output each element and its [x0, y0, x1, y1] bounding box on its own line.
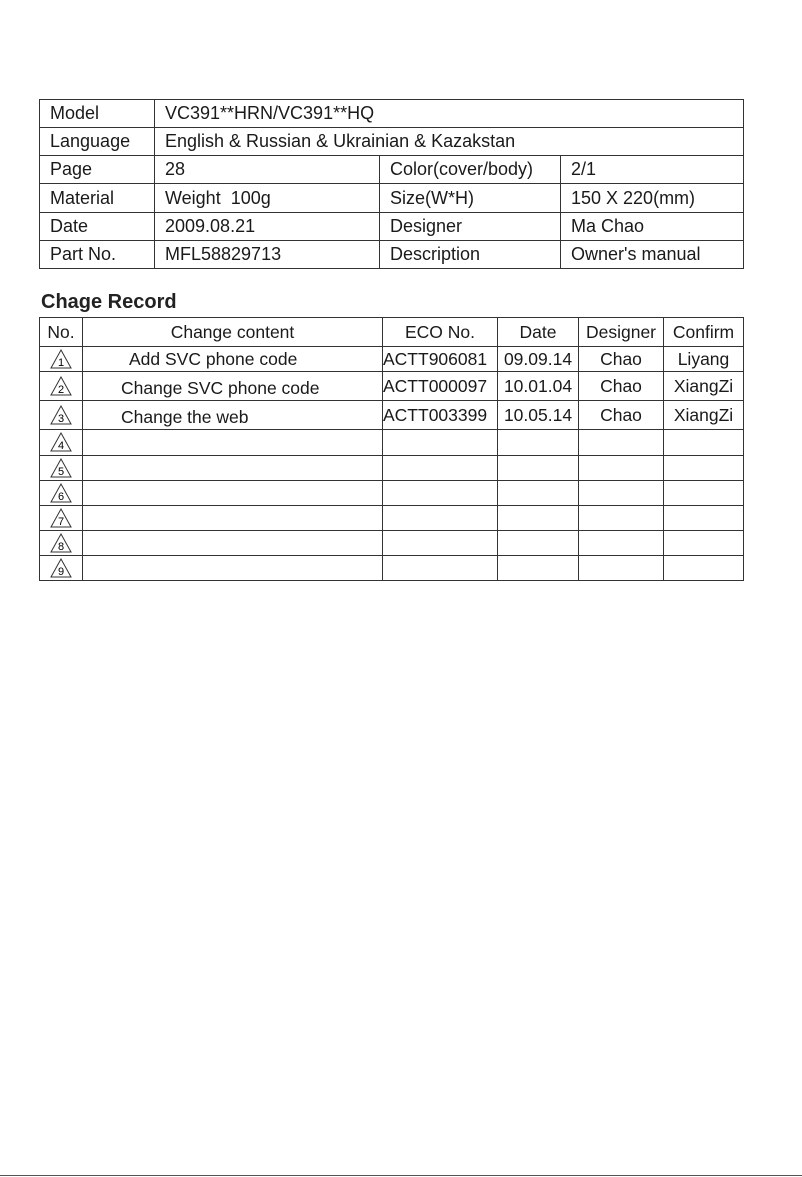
- row-content: [83, 505, 383, 530]
- language-value: English & Russian & Ukrainian & Kazakstan: [155, 128, 744, 156]
- table-row: [40, 555, 744, 580]
- model-value: VC391**HRN/VC391**HQ: [155, 100, 744, 128]
- page-bottom-rule: [0, 1175, 802, 1176]
- row-designer: [579, 505, 664, 530]
- svg-text:9: 9: [57, 565, 65, 578]
- svg-text:2: 2: [57, 384, 65, 397]
- spec-table: [39, 99, 744, 269]
- size-value: 150 X 220(mm): [561, 184, 744, 212]
- description-label: Description: [380, 240, 561, 268]
- partno-value: MFL58829713: [155, 240, 380, 268]
- svg-text:4: 4: [57, 440, 65, 453]
- language-label: Language: [40, 128, 155, 156]
- row-eco: [383, 430, 498, 455]
- row-date: [498, 530, 579, 555]
- row-content: Change SVC phone code: [83, 372, 383, 401]
- page-value: 28: [155, 156, 380, 184]
- header-no: No.: [40, 318, 83, 347]
- header-designer: Designer: [579, 318, 664, 347]
- row-content: Add SVC phone code: [83, 347, 383, 372]
- revision-triangle-icon: [40, 480, 83, 505]
- table-row: [40, 372, 744, 401]
- description-value: Owner's manual: [561, 240, 744, 268]
- designer-value: Ma Chao: [561, 212, 744, 240]
- change-record-table: [39, 317, 744, 581]
- designer-label: Designer: [380, 212, 561, 240]
- header-eco: ECO No.: [383, 318, 498, 347]
- row-date: 10.05.14: [498, 401, 579, 430]
- table-row: [40, 480, 744, 505]
- table-row: [40, 430, 744, 455]
- row-date: [498, 555, 579, 580]
- row-eco: ACTT906081: [383, 347, 498, 372]
- row-designer: [579, 455, 664, 480]
- row-content: [83, 555, 383, 580]
- color-value: 2/1: [561, 156, 744, 184]
- revision-triangle-icon: [40, 372, 83, 401]
- header-date: Date: [498, 318, 579, 347]
- svg-text:6: 6: [57, 490, 65, 503]
- svg-text:5: 5: [57, 465, 65, 478]
- svg-text:1: 1: [57, 357, 65, 370]
- row-eco: [383, 455, 498, 480]
- row-confirm: [664, 555, 744, 580]
- color-label: Color(cover/body): [380, 156, 561, 184]
- svg-text:7: 7: [57, 515, 65, 528]
- revision-triangle-icon: [40, 505, 83, 530]
- row-eco: [383, 530, 498, 555]
- row-content: Change the web: [83, 401, 383, 430]
- row-designer: [579, 530, 664, 555]
- row-date: [498, 430, 579, 455]
- date-label: Date: [40, 212, 155, 240]
- page-label: Page: [40, 156, 155, 184]
- row-eco: ACTT000097: [383, 372, 498, 401]
- row-date: [498, 505, 579, 530]
- row-designer: Chao: [579, 372, 664, 401]
- table-row: [40, 455, 744, 480]
- spec-row-material: [40, 184, 744, 212]
- table-row: [40, 530, 744, 555]
- revision-triangle-icon: [40, 555, 83, 580]
- table-row: [40, 347, 744, 372]
- spec-row-language: [40, 128, 744, 156]
- header-content: Change content: [83, 318, 383, 347]
- row-eco: [383, 505, 498, 530]
- row-confirm: XiangZi: [664, 401, 744, 430]
- size-label: Size(W*H): [380, 184, 561, 212]
- table-row: [40, 505, 744, 530]
- row-date: [498, 455, 579, 480]
- spec-row-page: [40, 156, 744, 184]
- row-date: 10.01.04: [498, 372, 579, 401]
- row-confirm: [664, 505, 744, 530]
- row-designer: Chao: [579, 401, 664, 430]
- row-designer: [579, 555, 664, 580]
- record-title: Chage Record: [41, 291, 177, 313]
- spec-row-model: [40, 100, 744, 128]
- row-confirm: [664, 530, 744, 555]
- spec-row-date: [40, 212, 744, 240]
- row-eco: [383, 555, 498, 580]
- row-designer: Chao: [579, 347, 664, 372]
- revision-triangle-icon: [40, 530, 83, 555]
- svg-text:3: 3: [57, 413, 65, 426]
- row-content: [83, 530, 383, 555]
- row-content: [83, 430, 383, 455]
- row-confirm: XiangZi: [664, 372, 744, 401]
- material-value: Weight 100g: [155, 184, 380, 212]
- row-date: 09.09.14: [498, 347, 579, 372]
- header-confirm: Confirm: [664, 318, 744, 347]
- material-label: Material: [40, 184, 155, 212]
- svg-text:8: 8: [57, 540, 65, 553]
- row-designer: [579, 430, 664, 455]
- revision-triangle-icon: [40, 430, 83, 455]
- date-value: 2009.08.21: [155, 212, 380, 240]
- row-content: [83, 455, 383, 480]
- row-designer: [579, 480, 664, 505]
- row-content: [83, 480, 383, 505]
- row-confirm: [664, 430, 744, 455]
- table-row: [40, 401, 744, 430]
- row-date: [498, 480, 579, 505]
- row-confirm: Liyang: [664, 347, 744, 372]
- partno-label: Part No.: [40, 240, 155, 268]
- row-confirm: [664, 480, 744, 505]
- spec-row-partno: [40, 240, 744, 268]
- revision-triangle-icon: [40, 455, 83, 480]
- row-confirm: [664, 455, 744, 480]
- change-header-row: [40, 318, 744, 347]
- row-eco: [383, 480, 498, 505]
- row-eco: ACTT003399: [383, 401, 498, 430]
- revision-triangle-icon: [40, 347, 83, 372]
- revision-triangle-icon: [40, 401, 83, 430]
- model-label: Model: [40, 100, 155, 128]
